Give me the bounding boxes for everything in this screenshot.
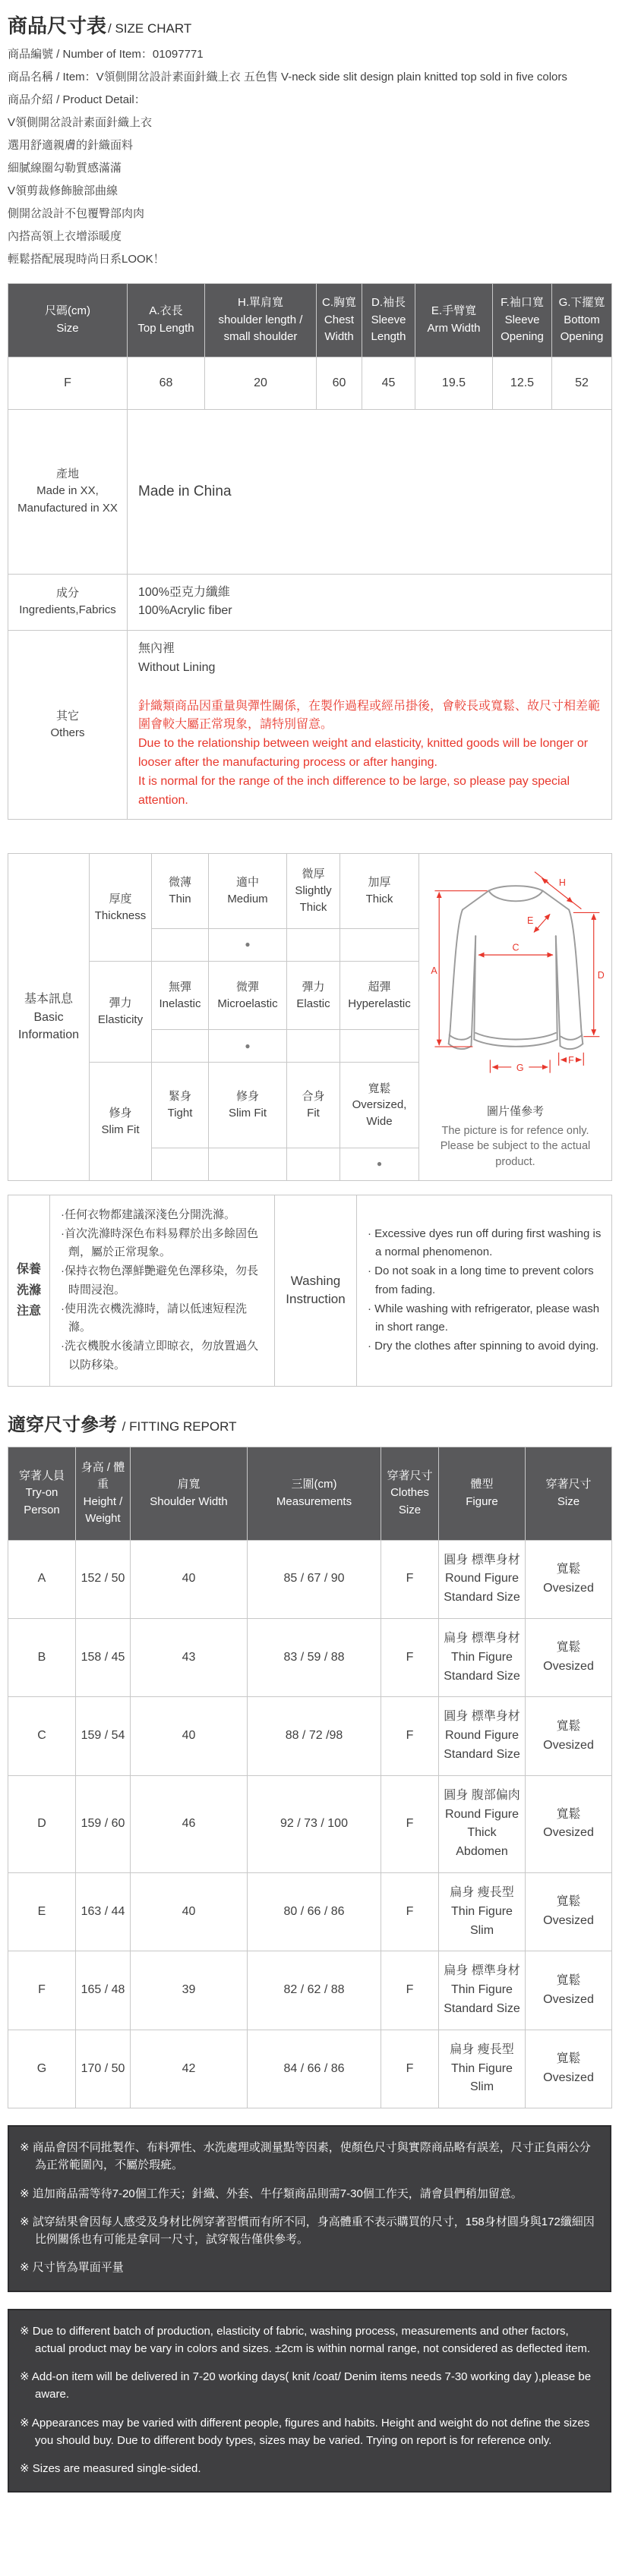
diagram-caption-en: The picture is for refence only. Please be subject to the actual product.	[440, 1124, 591, 1168]
size-chart-page	[8, 11, 611, 2493]
thickness-option: 微厚 Slightly Thick	[287, 854, 340, 928]
lining-en: Without Lining	[138, 660, 216, 674]
size-header-arm-width: E.手臂寬 Arm Width	[415, 284, 493, 357]
fitting-row: D 159 / 60 46 92 / 73 / 100 F 圓身 腹部偏肉 Round Figure Thick Abdomen 寬鬆 Ovesized	[8, 1775, 612, 1872]
knit-warning-en: Due to the relationship between weight and elasticity, knitted goods will be longer or looser after the manufacturing process or after hanging.	[138, 737, 589, 770]
others-row	[8, 631, 612, 820]
elasticity-dot: ●	[209, 1030, 287, 1063]
slimfit-option: 合身 Fit	[287, 1063, 340, 1148]
size-header-shoulder: H.單肩寬 shoulder length / small shoulder	[205, 284, 317, 357]
slimfit-option: 修身 Slim Fit	[209, 1063, 287, 1148]
thickness-dot	[287, 928, 340, 961]
label-G: G	[516, 1063, 524, 1074]
notes-box-zh	[8, 2125, 611, 2292]
size-value: 45	[362, 357, 415, 409]
fit-header-figure: 體型 Figure	[439, 1447, 526, 1540]
product-detail-line: 細膩線圈勾勒質感滿滿	[8, 162, 122, 175]
sweater-measurement-diagram	[425, 864, 607, 1086]
thickness-option: 微薄 Thin	[152, 854, 209, 928]
page-title-zh: 商品尺寸表	[8, 14, 107, 37]
elasticity-label: 彈力 Elasticity	[90, 961, 152, 1063]
diagram-caption-zh: 圖片僅參考	[486, 1105, 544, 1119]
origin-value: Made in China	[128, 409, 612, 574]
product-detail-line: V領側開岔設計素面針織上衣	[8, 116, 153, 129]
fit-header-size: 穿著尺寸 Size	[526, 1447, 612, 1540]
note-en: ※ Add-on item will be delivered in 7-20 working days( knit /coat/ Denim items needs 7-30 working day ),please be aware.	[20, 2370, 592, 2401]
fit-header-height-weight: 身高 / 體重 Height / Weight	[76, 1447, 131, 1540]
washing-bullets-en: · Excessive dyes run off during first washing is a normal phenomenon. · Do not soak in a long time to prevent colors from fading. · While washing with refrigerator, please wash in short range. · Dry the clothes after spinning to avoid dying.	[357, 1195, 612, 1386]
fitting-header-row	[8, 1447, 612, 1540]
fitting-report-table	[8, 1447, 612, 2109]
size-chart-table	[8, 283, 612, 820]
fit-header-clothes-size: 穿著尺寸 Clothes Size	[381, 1447, 439, 1540]
fitting-row: G 170 / 50 42 84 / 66 / 86 F 扁身 瘦長型 Thin Figure Slim 寬鬆 Ovesized	[8, 2030, 612, 2108]
elasticity-option: 超彈 Hyperelastic	[340, 961, 419, 1030]
label-D: D	[597, 970, 605, 981]
elasticity-option: 無彈 Inelastic	[152, 961, 209, 1030]
size-header-bottom-opening: G.下擺寬 Bottom Opening	[552, 284, 612, 357]
page-title-en: / SIZE CHART	[108, 21, 192, 36]
slimfit-dot	[287, 1148, 340, 1180]
others-label: 其它 Others	[8, 631, 128, 820]
thickness-option: 加厚 Thick	[340, 854, 419, 928]
slimfit-dot	[152, 1148, 209, 1180]
size-value: 60	[317, 357, 362, 409]
fabric-row	[8, 574, 612, 631]
size-header-size: 尺碼(cm) Size	[8, 284, 128, 357]
size-value: 52	[552, 357, 612, 409]
slimfit-option: 寬鬆 Oversized, Wide	[340, 1063, 419, 1148]
washing-instruction-title: Washing Instruction	[275, 1195, 357, 1386]
note-zh: ※ 尺寸皆為單面平量	[20, 2261, 124, 2275]
others-value	[128, 631, 612, 820]
elasticity-option: 微彈 Microelastic	[209, 961, 287, 1030]
note-zh: ※ 試穿結果會因每人感受及身材比例穿著習慣而有所不同，身高體重不表示購買的尺寸，158身材圓身與172纖細因比例關係也有可能是拿同一尺寸，試穿報告僅供參考。	[20, 2215, 595, 2247]
fabric-value: 100%亞克力纖維 100%Acrylic fiber	[128, 574, 612, 631]
slimfit-dot: ●	[340, 1148, 419, 1180]
size-header-chest: C.胸寬 Chest Width	[317, 284, 362, 357]
label-E: E	[526, 915, 533, 927]
note-en: ※ Due to different batch of production, elasticity of fabric, washing process, measurements and other factors, actual product may be vary in colors and sizes. ±2cm is within normal range, not considered as deflected item.	[20, 2324, 591, 2355]
product-intro	[8, 43, 611, 271]
thickness-dot	[340, 928, 419, 961]
product-detail-line: 選用舒適親膚的針織面料	[8, 139, 134, 152]
note-zh: ※ 追加商品需等待7-20個工作天；針織、外套、牛仔類商品則需7-30個工作天，請會員們稍加留意。	[20, 2187, 523, 2200]
thickness-label: 厚度 Thickness	[90, 854, 152, 961]
origin-label: 產地 Made in XX, Manufactured in XX	[8, 409, 128, 574]
page-title	[8, 11, 611, 39]
fabric-label: 成分 Ingredients,Fabrics	[8, 574, 128, 631]
product-detail-label: 商品介紹 / Product Detail：	[8, 93, 146, 106]
lining-zh: 無內裡	[138, 642, 175, 656]
elasticity-dot	[340, 1030, 419, 1063]
measurement-diagram	[419, 854, 612, 1180]
label-F: F	[567, 1055, 574, 1066]
elasticity-dot	[287, 1030, 340, 1063]
fitting-row: F 165 / 48 39 82 / 62 / 88 F 扁身 標準身材 Thin Figure Standard Size 寬鬆 Ovesized	[8, 1951, 612, 2030]
origin-row	[8, 409, 612, 574]
size-header-sleeve-length: D.袖長 Sleeve Length	[362, 284, 415, 357]
basic-info-label: 基本訊息 Basic Information	[8, 854, 90, 1180]
fitting-row: C 159 / 54 40 88 / 72 /98 F 圓身 標準身材 Round Figure Standard Size 寬鬆 Ovesized	[8, 1697, 612, 1775]
size-table-header-row	[8, 284, 612, 357]
size-header-sleeve-opening: F.袖口寬 Sleeve Opening	[493, 284, 552, 357]
knit-warning-en: It is normal for the range of the inch difference to be large, so please pay special attention.	[138, 774, 570, 807]
size-values-row	[8, 357, 612, 409]
fitting-report-title: 適穿尺寸參考 / FITTING REPORT	[8, 1414, 237, 1435]
fitting-row: B 158 / 45 43 83 / 59 / 88 F 扁身 標準身材 Thin Figure Standard Size 寬鬆 Ovesized	[8, 1619, 612, 1697]
size-value: 20	[205, 357, 317, 409]
note-zh: ※ 商品會因不同批製作、布料彈性、水洗處理或測量點等因素，使顏色尺寸與實際商品略有誤差，尺寸正負兩公分為正常範圍內，不屬於瑕疵。	[20, 2141, 591, 2172]
note-en: ※ Appearances may be varied with different people, figures and habits. Height and weight do not define the sizes you should buy. Due to different body types, sizes may be varied. Trying on report is for reference only.	[20, 2416, 590, 2447]
slimfit-dot	[209, 1148, 287, 1180]
label-C: C	[511, 942, 520, 953]
fitting-row: A 152 / 50 40 85 / 67 / 90 F 圓身 標準身材 Round Figure Standard Size 寬鬆 Ovesized	[8, 1540, 612, 1618]
product-detail-line: 側開岔設計不包覆臀部肉肉	[8, 207, 145, 220]
thickness-option: 適中 Medium	[209, 854, 287, 928]
product-name-line: 商品名稱 / Item：V領側開岔設計素面針織上衣 五色售 V-neck side slit design plain knitted top sold in five colors	[8, 71, 567, 83]
size-value: F	[8, 357, 128, 409]
fit-header-person: 穿著人員 Try-on Person	[8, 1447, 76, 1540]
product-detail-line: V領剪裁修飾臉部曲線	[8, 184, 118, 197]
note-en: ※ Sizes are measured single-sided.	[20, 2462, 201, 2476]
elasticity-option: 彈力 Elastic	[287, 961, 340, 1030]
product-detail-line: 輕鬆搭配展現時尚日系LOOK！	[8, 253, 165, 266]
thickness-dot	[152, 928, 209, 961]
slimfit-option: 緊身 Tight	[152, 1063, 209, 1148]
sweater-outline	[448, 886, 583, 1050]
washing-label-zh: 保養 洗滌 注意	[8, 1195, 50, 1386]
fit-header-shoulder: 肩寬 Shoulder Width	[131, 1447, 248, 1540]
slimfit-label: 修身 Slim Fit	[90, 1063, 152, 1180]
basic-information-table	[8, 853, 612, 1180]
elasticity-dot	[152, 1030, 209, 1063]
product-number-line: 商品編號 / Number of Item：01097771	[8, 48, 204, 61]
size-value: 68	[128, 357, 205, 409]
washing-instruction-table	[8, 1195, 612, 1387]
thickness-dot: ●	[209, 928, 287, 961]
size-header-top-length: A.衣長 Top Length	[128, 284, 205, 357]
fitting-row: E 163 / 44 40 80 / 66 / 86 F 扁身 瘦長型 Thin Figure Slim 寬鬆 Ovesized	[8, 1872, 612, 1951]
label-H: H	[558, 877, 566, 889]
product-detail-line: 內搭高領上衣增添暖度	[8, 230, 122, 243]
size-value: 12.5	[493, 357, 552, 409]
label-A: A	[430, 965, 437, 977]
measurement-arrows	[434, 872, 599, 1073]
fit-header-measurements: 三圍(cm) Measurements	[248, 1447, 381, 1540]
notes-box-en	[8, 2309, 611, 2493]
washing-bullets-zh: ·任何衣物都建議深淺色分開洗滌。 ·首次洗滌時深色布料易釋於出多餘固色劑，屬於正常現象。 ·保持衣物色澤鮮艷避免色澤移染，勿長時間浸泡。 ·使用洗衣機洗滌時，請以低速短程洗滌。 ·洗衣機脫水後請立即晾衣，勿放置過久以防移染。	[50, 1195, 275, 1386]
knit-warning-zh: 針織類商品因重量與彈性關係，在製作過程或經吊掛後，會較長或寬鬆、故尺寸相差範圍會較大屬正常現象，請特別留意。	[138, 699, 601, 732]
size-value: 19.5	[415, 357, 493, 409]
